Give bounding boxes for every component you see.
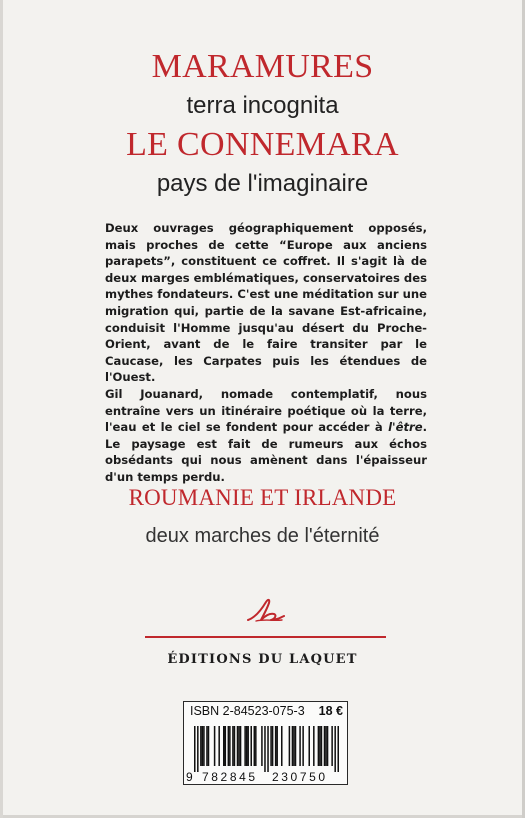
barcode-bar <box>194 726 196 772</box>
price-tag: 18 € <box>318 704 343 718</box>
barcode-bar <box>232 726 234 766</box>
blurb-p2-end: . Le paysage est fait de rumeurs aux échos obsédants qui nous amènent dans l'épaisseur d'un temps perdu. <box>105 420 427 484</box>
barcode-bar <box>293 726 295 766</box>
title-connemara: LE CONNEMARA <box>126 126 399 163</box>
barcode-bar <box>250 726 252 766</box>
barcode-bar <box>331 726 333 766</box>
title-maramures: MARAMURES <box>151 48 374 85</box>
blurb <box>105 220 427 486</box>
blurb-p2-italic: l'être <box>388 420 423 435</box>
publisher-logo-icon <box>246 596 286 624</box>
barcode-bar <box>203 726 205 766</box>
barcode-bar <box>325 726 327 766</box>
subtitle-terra-incognita: terra incognita <box>186 92 339 119</box>
barcode-bar <box>208 726 210 766</box>
barcode-digits-right: 230750 <box>272 770 328 784</box>
barcode-bar <box>313 726 315 766</box>
isbn-line <box>190 704 343 722</box>
barcode-bar <box>302 726 304 766</box>
barcode-bar <box>225 726 227 766</box>
barcode-bar <box>200 726 202 766</box>
barcode-bar <box>281 726 283 766</box>
barcode-bar <box>272 726 274 766</box>
barcode-bar <box>254 726 256 766</box>
barcode-label <box>183 701 348 785</box>
barcode-bar <box>237 726 239 766</box>
section-subtitle: deux marches de l'éternité <box>145 525 380 547</box>
barcode-bar <box>276 726 278 766</box>
barcode-bar <box>308 726 310 766</box>
divider-rule <box>145 636 386 638</box>
barcode-bar <box>264 726 266 772</box>
barcode-digits-left: 782845 <box>202 770 258 784</box>
barcode-bar <box>218 726 220 766</box>
barcode-bar <box>229 726 231 766</box>
barcode-bar <box>267 726 269 772</box>
barcode-bar <box>206 726 208 766</box>
barcode-bar <box>275 726 277 766</box>
barcode-bar <box>319 726 321 766</box>
barcode-bar <box>334 726 336 772</box>
barcode-bar <box>255 726 257 766</box>
barcode-bar <box>337 726 339 772</box>
barcode-bar <box>214 726 216 766</box>
publisher-name: ÉDITIONS DU LAQUET <box>167 652 358 667</box>
barcode-digit-first: 9 <box>186 770 193 784</box>
barcode-bar <box>318 726 320 766</box>
barcode-bars <box>194 726 339 772</box>
barcode-bar <box>247 726 249 766</box>
barcode-bar <box>197 726 199 772</box>
barcode-bar <box>327 726 329 766</box>
isbn-number: ISBN 2-84523-075-3 <box>190 704 305 718</box>
barcode-bar <box>289 726 291 766</box>
barcode-bar <box>240 726 242 766</box>
barcode-bar <box>234 726 236 766</box>
barcode-bar <box>270 726 272 766</box>
subtitle-pays-imaginaire: pays de l'imaginaire <box>156 170 369 197</box>
section-title: ROUMANIE ET IRLANDE <box>128 485 397 510</box>
blurb-p2-start: Gil Jouanard, nomade contemplatif, nous entraîne vers un itinéraire poétique où la terre, l'eau et le ciel se fondent pour accéder à <box>105 386 427 435</box>
blurb-paragraph-1: Deux ouvrages géographiquement opposés, mais proches de cette “Europe aux anciens parapets”, constituent ce coffret. Il s'agit là de deux marges emblématiques, conservatoires des mythes fondateurs. C'est une méditation sur une migration qui, partie de la savane Est-africaine, conduisit l'Homme jusqu'au désert du Proche-Orient, avant de le faire transiter par le Caucase, les Carpates puis les étendues de l'Ouest. <box>105 221 427 385</box>
barcode-bar <box>246 726 248 766</box>
barcode-bar <box>223 726 225 766</box>
barcode-bar <box>299 726 301 766</box>
barcode-bar <box>244 726 246 766</box>
barcode-bar <box>261 726 263 766</box>
barcode-bar <box>238 726 240 766</box>
barcode-bar <box>292 726 294 766</box>
barcode-bar <box>324 726 326 766</box>
barcode-bar <box>202 726 204 766</box>
barcode-bar <box>295 726 297 766</box>
blurb-paragraph-2 <box>105 386 427 486</box>
barcode-bar <box>321 726 323 766</box>
barcode-bar <box>228 726 230 766</box>
